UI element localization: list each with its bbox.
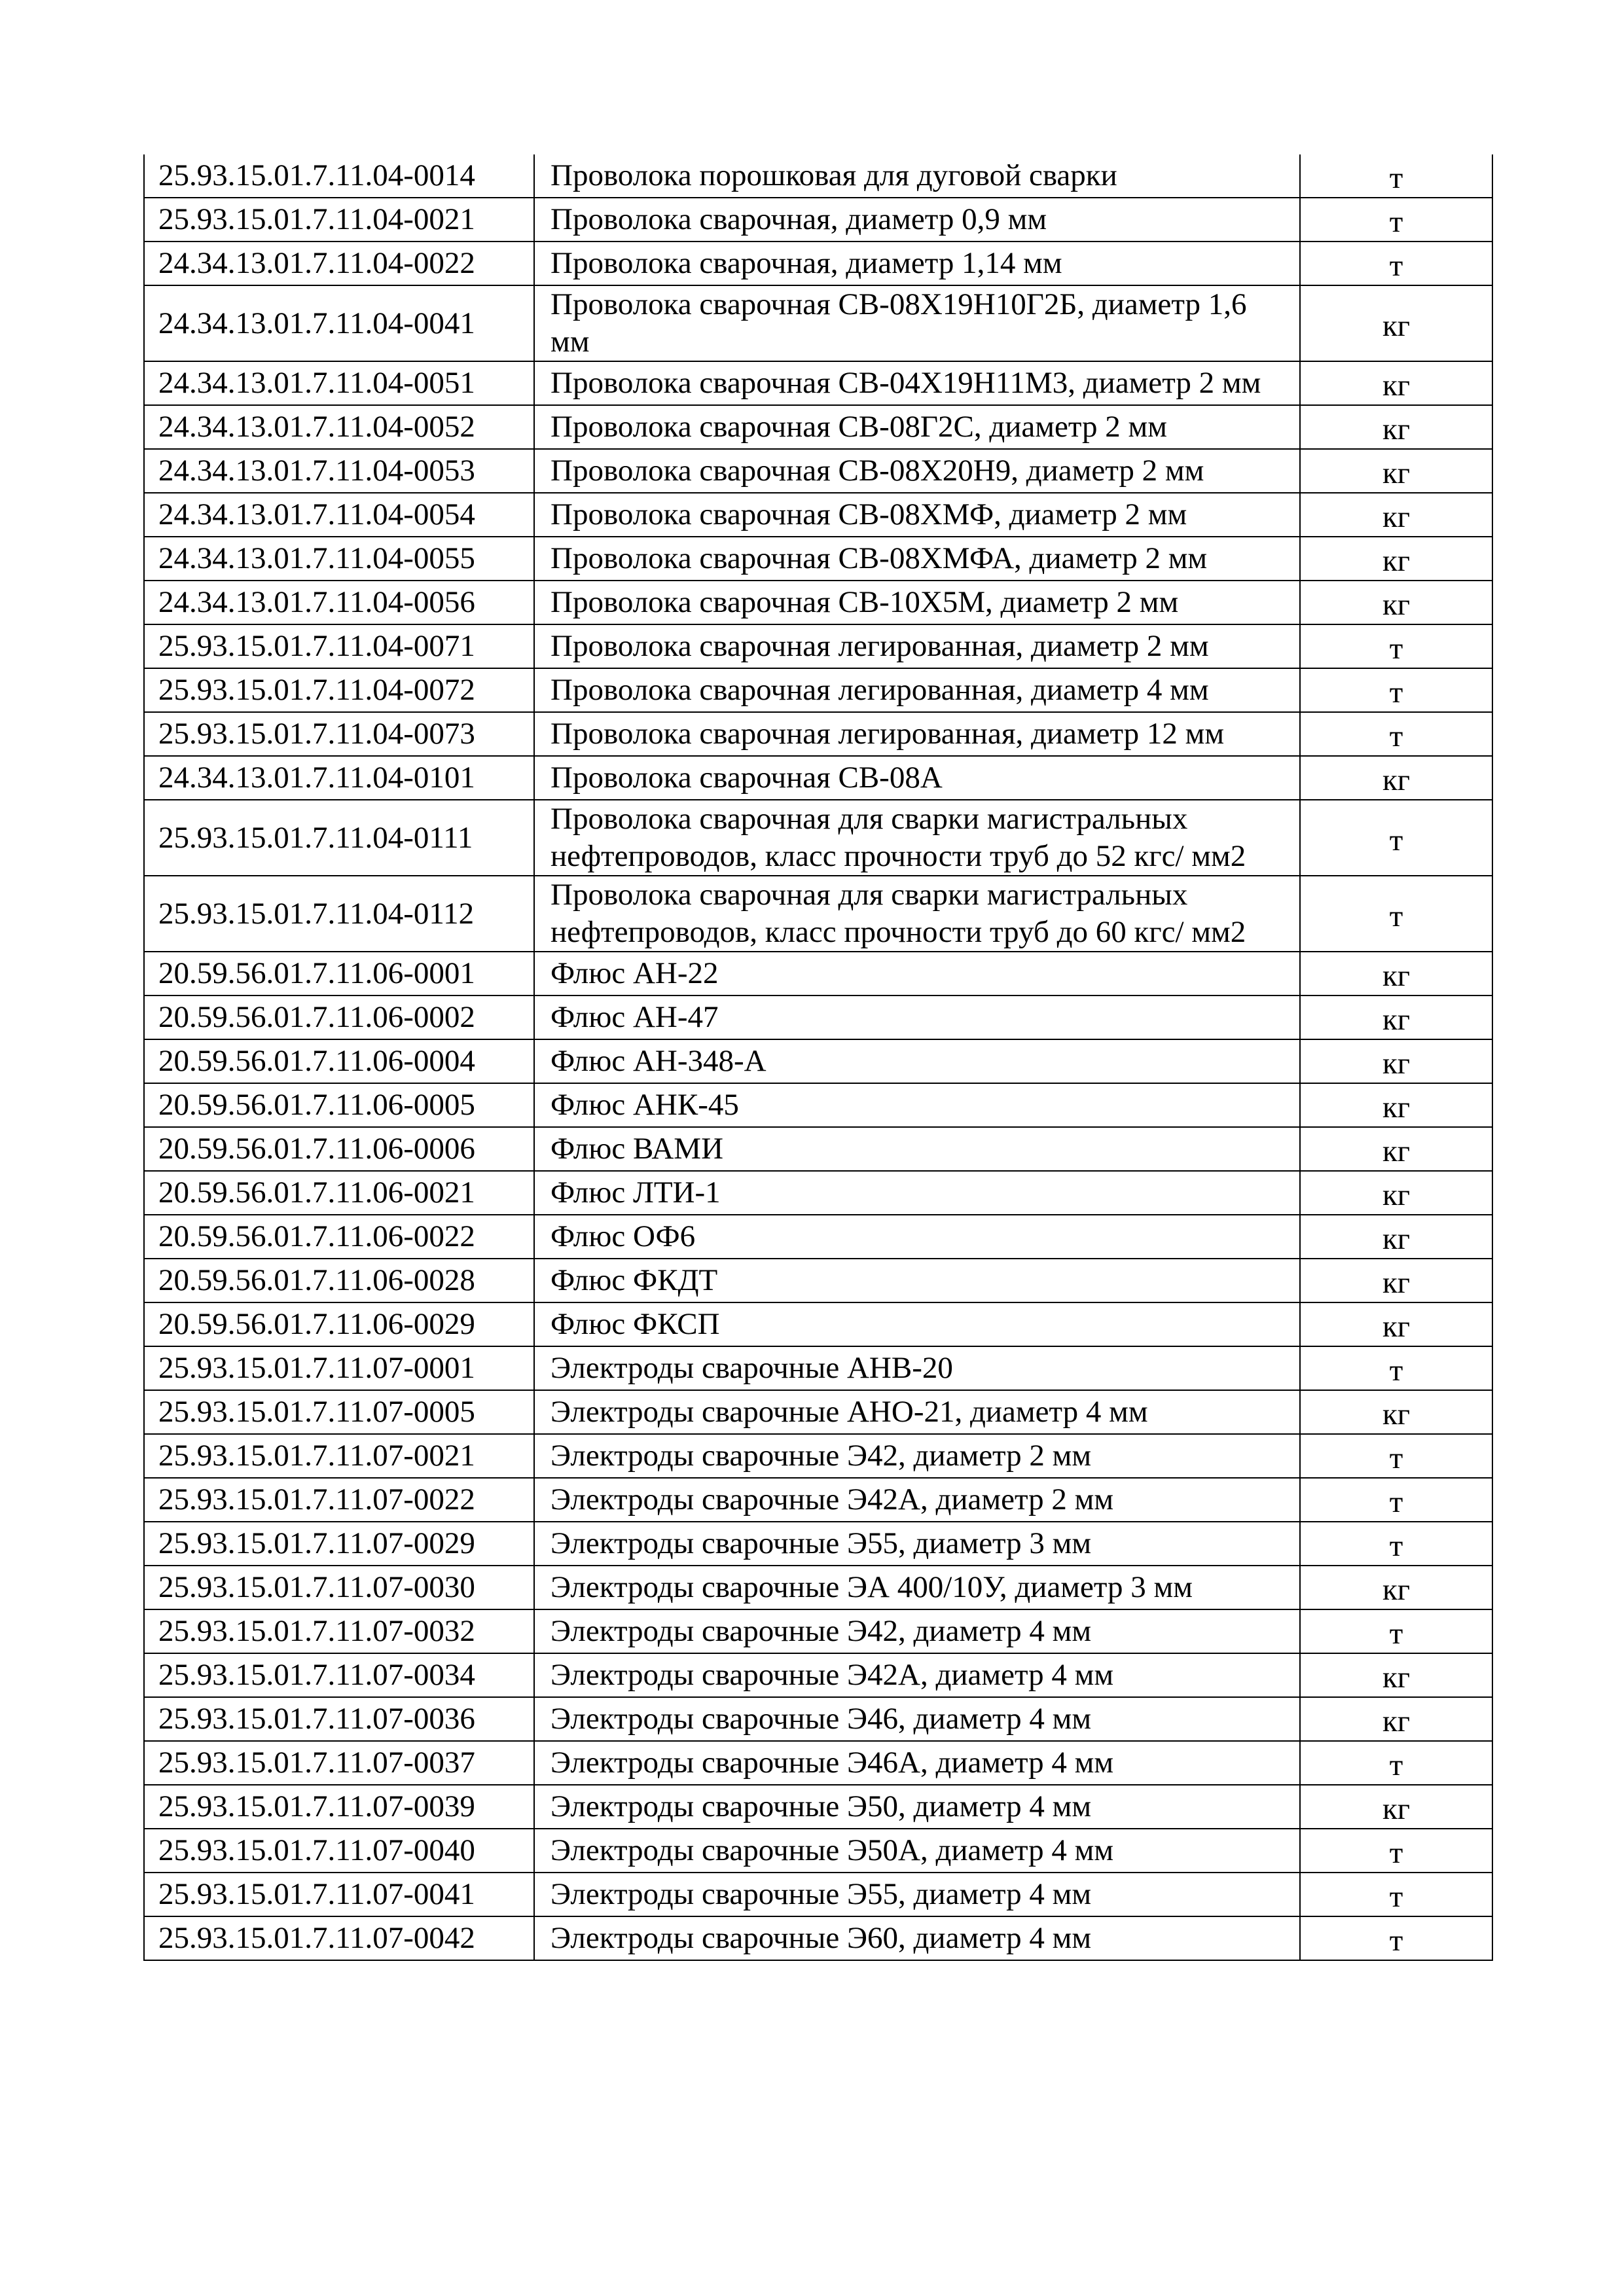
row-unit-cell: кг — [1300, 952, 1492, 996]
table-row — [144, 1302, 1492, 1346]
table-row — [144, 756, 1492, 800]
row-name-cell: Проволока сварочная СВ-08Х20Н9, диаметр 2 мм — [534, 449, 1300, 493]
row-code-cell: 25.93.15.01.7.11.07-0021 — [144, 1434, 534, 1478]
row-code-cell: 20.59.56.01.7.11.06-0028 — [144, 1259, 534, 1302]
row-unit-cell: кг — [1300, 1039, 1492, 1083]
table-row — [144, 1916, 1492, 1960]
row-code-cell: 25.93.15.01.7.11.07-0030 — [144, 1566, 534, 1609]
table-row — [144, 876, 1492, 952]
row-code-cell: 25.93.15.01.7.11.04-0111 — [144, 800, 534, 876]
row-name-cell: Электроды сварочные Э55, диаметр 3 мм — [534, 1522, 1300, 1566]
row-unit-cell: кг — [1300, 449, 1492, 493]
row-unit-cell: т — [1300, 800, 1492, 876]
table-row — [144, 1697, 1492, 1741]
row-code-cell: 25.93.15.01.7.11.04-0014 — [144, 154, 534, 198]
row-name-cell: Проволока сварочная для сварки магистральных нефтепроводов, класс прочности труб до 60 кгс/ мм2 — [534, 876, 1300, 952]
row-name-cell: Проволока сварочная, диаметр 1,14 мм — [534, 242, 1300, 285]
row-name-cell: Проволока сварочная легированная, диаметр 4 мм — [534, 668, 1300, 712]
row-unit-cell: кг — [1300, 285, 1492, 361]
row-name-cell: Проволока сварочная СВ-08ХМФ, диаметр 2 мм — [534, 493, 1300, 537]
table-row — [144, 581, 1492, 624]
row-name-cell: Проволока сварочная СВ-08Х19Н10Г2Б, диаметр 1,6 мм — [534, 285, 1300, 361]
row-unit-cell: кг — [1300, 1785, 1492, 1829]
row-unit-cell: т — [1300, 624, 1492, 668]
row-name-cell: Электроды сварочные Э42, диаметр 2 мм — [534, 1434, 1300, 1478]
row-code-cell: 24.34.13.01.7.11.04-0022 — [144, 242, 534, 285]
row-name-cell: Проволока порошковая для дуговой сварки — [534, 154, 1300, 198]
row-unit-cell: кг — [1300, 493, 1492, 537]
row-code-cell: 24.34.13.01.7.11.04-0053 — [144, 449, 534, 493]
table-row — [144, 1215, 1492, 1259]
row-unit-cell: кг — [1300, 537, 1492, 581]
row-unit-cell: т — [1300, 1346, 1492, 1390]
row-code-cell: 25.93.15.01.7.11.04-0071 — [144, 624, 534, 668]
row-code-cell: 25.93.15.01.7.11.07-0039 — [144, 1785, 534, 1829]
row-name-cell: Электроды сварочные Э50А, диаметр 4 мм — [534, 1829, 1300, 1873]
row-unit-cell: кг — [1300, 1083, 1492, 1127]
table-row — [144, 1259, 1492, 1302]
row-name-cell: Флюс АН-348-А — [534, 1039, 1300, 1083]
table-row — [144, 405, 1492, 449]
row-code-cell: 25.93.15.01.7.11.07-0005 — [144, 1390, 534, 1434]
row-code-cell: 24.34.13.01.7.11.04-0054 — [144, 493, 534, 537]
table-row — [144, 1171, 1492, 1215]
row-unit-cell: т — [1300, 1478, 1492, 1522]
row-code-cell: 20.59.56.01.7.11.06-0004 — [144, 1039, 534, 1083]
table-row — [144, 1785, 1492, 1829]
row-code-cell: 25.93.15.01.7.11.07-0040 — [144, 1829, 534, 1873]
row-unit-cell: кг — [1300, 756, 1492, 800]
row-unit-cell: кг — [1300, 1127, 1492, 1171]
table-row — [144, 154, 1492, 198]
row-unit-cell: кг — [1300, 1653, 1492, 1697]
table-row — [144, 1039, 1492, 1083]
table-row — [144, 493, 1492, 537]
row-unit-cell: т — [1300, 154, 1492, 198]
row-code-cell: 20.59.56.01.7.11.06-0001 — [144, 952, 534, 996]
table-row — [144, 361, 1492, 405]
table-row — [144, 1346, 1492, 1390]
row-unit-cell: кг — [1300, 361, 1492, 405]
row-name-cell: Проволока сварочная легированная, диаметр 2 мм — [534, 624, 1300, 668]
row-unit-cell: т — [1300, 1829, 1492, 1873]
row-unit-cell: т — [1300, 668, 1492, 712]
row-name-cell: Электроды сварочные Э50, диаметр 4 мм — [534, 1785, 1300, 1829]
table-row — [144, 952, 1492, 996]
row-unit-cell: кг — [1300, 996, 1492, 1039]
row-name-cell: Электроды сварочные Э60, диаметр 4 мм — [534, 1916, 1300, 1960]
row-name-cell: Флюс АН-47 — [534, 996, 1300, 1039]
row-name-cell: Проволока сварочная легированная, диаметр 12 мм — [534, 712, 1300, 756]
row-code-cell: 25.93.15.01.7.11.04-0112 — [144, 876, 534, 952]
row-code-cell: 20.59.56.01.7.11.06-0021 — [144, 1171, 534, 1215]
row-name-cell: Электроды сварочные АНВ-20 — [534, 1346, 1300, 1390]
row-code-cell: 20.59.56.01.7.11.06-0022 — [144, 1215, 534, 1259]
row-code-cell: 25.93.15.01.7.11.04-0073 — [144, 712, 534, 756]
row-code-cell: 24.34.13.01.7.11.04-0101 — [144, 756, 534, 800]
row-unit-cell: кг — [1300, 1566, 1492, 1609]
row-unit-cell: т — [1300, 1434, 1492, 1478]
row-name-cell: Электроды сварочные Э46А, диаметр 4 мм — [534, 1741, 1300, 1785]
row-code-cell: 25.93.15.01.7.11.04-0072 — [144, 668, 534, 712]
row-code-cell: 25.93.15.01.7.11.07-0001 — [144, 1346, 534, 1390]
row-unit-cell: т — [1300, 1916, 1492, 1960]
row-code-cell: 25.93.15.01.7.11.04-0021 — [144, 198, 534, 242]
table-row — [144, 668, 1492, 712]
table-row — [144, 1478, 1492, 1522]
row-unit-cell: кг — [1300, 1697, 1492, 1741]
row-name-cell: Флюс ВАМИ — [534, 1127, 1300, 1171]
row-unit-cell: кг — [1300, 581, 1492, 624]
row-name-cell: Проволока сварочная, диаметр 0,9 мм — [534, 198, 1300, 242]
row-name-cell: Электроды сварочные Э55, диаметр 4 мм — [534, 1873, 1300, 1916]
row-unit-cell: кг — [1300, 1259, 1492, 1302]
row-code-cell: 25.93.15.01.7.11.07-0041 — [144, 1873, 534, 1916]
row-name-cell: Флюс АН-22 — [534, 952, 1300, 996]
row-code-cell: 25.93.15.01.7.11.07-0022 — [144, 1478, 534, 1522]
table-row — [144, 1434, 1492, 1478]
table-row — [144, 1522, 1492, 1566]
row-code-cell: 24.34.13.01.7.11.04-0051 — [144, 361, 534, 405]
table-row — [144, 449, 1492, 493]
row-name-cell: Флюс ОФ6 — [534, 1215, 1300, 1259]
row-name-cell: Флюс ЛТИ-1 — [534, 1171, 1300, 1215]
row-code-cell: 25.93.15.01.7.11.07-0032 — [144, 1609, 534, 1653]
row-unit-cell: кг — [1300, 1390, 1492, 1434]
row-unit-cell: т — [1300, 712, 1492, 756]
row-code-cell: 25.93.15.01.7.11.07-0037 — [144, 1741, 534, 1785]
row-name-cell: Флюс ФКДТ — [534, 1259, 1300, 1302]
table-row — [144, 624, 1492, 668]
row-unit-cell: кг — [1300, 1171, 1492, 1215]
row-unit-cell: кг — [1300, 405, 1492, 449]
row-name-cell: Флюс АНК-45 — [534, 1083, 1300, 1127]
row-unit-cell: т — [1300, 1609, 1492, 1653]
row-code-cell: 25.93.15.01.7.11.07-0042 — [144, 1916, 534, 1960]
table-row — [144, 1653, 1492, 1697]
table-row — [144, 1609, 1492, 1653]
table-row — [144, 800, 1492, 876]
table-row — [144, 198, 1492, 242]
table-row — [144, 1873, 1492, 1916]
row-name-cell: Электроды сварочные Э42, диаметр 4 мм — [534, 1609, 1300, 1653]
table-row — [144, 712, 1492, 756]
row-code-cell: 24.34.13.01.7.11.04-0041 — [144, 285, 534, 361]
row-unit-cell: т — [1300, 1873, 1492, 1916]
materials-table — [143, 154, 1493, 1961]
row-name-cell: Электроды сварочные АНО-21, диаметр 4 мм — [534, 1390, 1300, 1434]
row-name-cell: Электроды сварочные Э42А, диаметр 2 мм — [534, 1478, 1300, 1522]
row-name-cell: Флюс ФКСП — [534, 1302, 1300, 1346]
row-unit-cell: кг — [1300, 1302, 1492, 1346]
row-unit-cell: т — [1300, 242, 1492, 285]
table-row — [144, 1741, 1492, 1785]
row-code-cell: 24.34.13.01.7.11.04-0056 — [144, 581, 534, 624]
row-unit-cell: т — [1300, 198, 1492, 242]
row-name-cell: Проволока сварочная СВ-04Х19Н11М3, диаметр 2 мм — [534, 361, 1300, 405]
table-row — [144, 996, 1492, 1039]
row-code-cell: 20.59.56.01.7.11.06-0029 — [144, 1302, 534, 1346]
row-name-cell: Электроды сварочные Э46, диаметр 4 мм — [534, 1697, 1300, 1741]
table-row — [144, 285, 1492, 361]
row-name-cell: Проволока сварочная СВ-08А — [534, 756, 1300, 800]
row-name-cell: Проволока сварочная СВ-10Х5М, диаметр 2 мм — [534, 581, 1300, 624]
row-name-cell: Проволока сварочная СВ-08Г2С, диаметр 2 мм — [534, 405, 1300, 449]
row-name-cell: Проволока сварочная СВ-08ХМФА, диаметр 2 мм — [534, 537, 1300, 581]
table-row — [144, 1083, 1492, 1127]
row-code-cell: 25.93.15.01.7.11.07-0029 — [144, 1522, 534, 1566]
row-unit-cell: т — [1300, 1522, 1492, 1566]
row-code-cell: 20.59.56.01.7.11.06-0006 — [144, 1127, 534, 1171]
row-code-cell: 25.93.15.01.7.11.07-0036 — [144, 1697, 534, 1741]
row-unit-cell: т — [1300, 1741, 1492, 1785]
row-name-cell: Электроды сварочные Э42А, диаметр 4 мм — [534, 1653, 1300, 1697]
row-name-cell: Электроды сварочные ЭА 400/10У, диаметр 3 мм — [534, 1566, 1300, 1609]
row-name-cell: Проволока сварочная для сварки магистральных нефтепроводов, класс прочности труб до 52 кгс/ мм2 — [534, 800, 1300, 876]
table-row — [144, 242, 1492, 285]
table-row — [144, 537, 1492, 581]
row-code-cell: 24.34.13.01.7.11.04-0052 — [144, 405, 534, 449]
table-row — [144, 1829, 1492, 1873]
table-row — [144, 1127, 1492, 1171]
table-row — [144, 1566, 1492, 1609]
row-code-cell: 25.93.15.01.7.11.07-0034 — [144, 1653, 534, 1697]
table-row — [144, 1390, 1492, 1434]
row-code-cell: 20.59.56.01.7.11.06-0005 — [144, 1083, 534, 1127]
table-body — [144, 154, 1492, 1960]
row-unit-cell: кг — [1300, 1215, 1492, 1259]
row-code-cell: 20.59.56.01.7.11.06-0002 — [144, 996, 534, 1039]
row-unit-cell: т — [1300, 876, 1492, 952]
row-code-cell: 24.34.13.01.7.11.04-0055 — [144, 537, 534, 581]
